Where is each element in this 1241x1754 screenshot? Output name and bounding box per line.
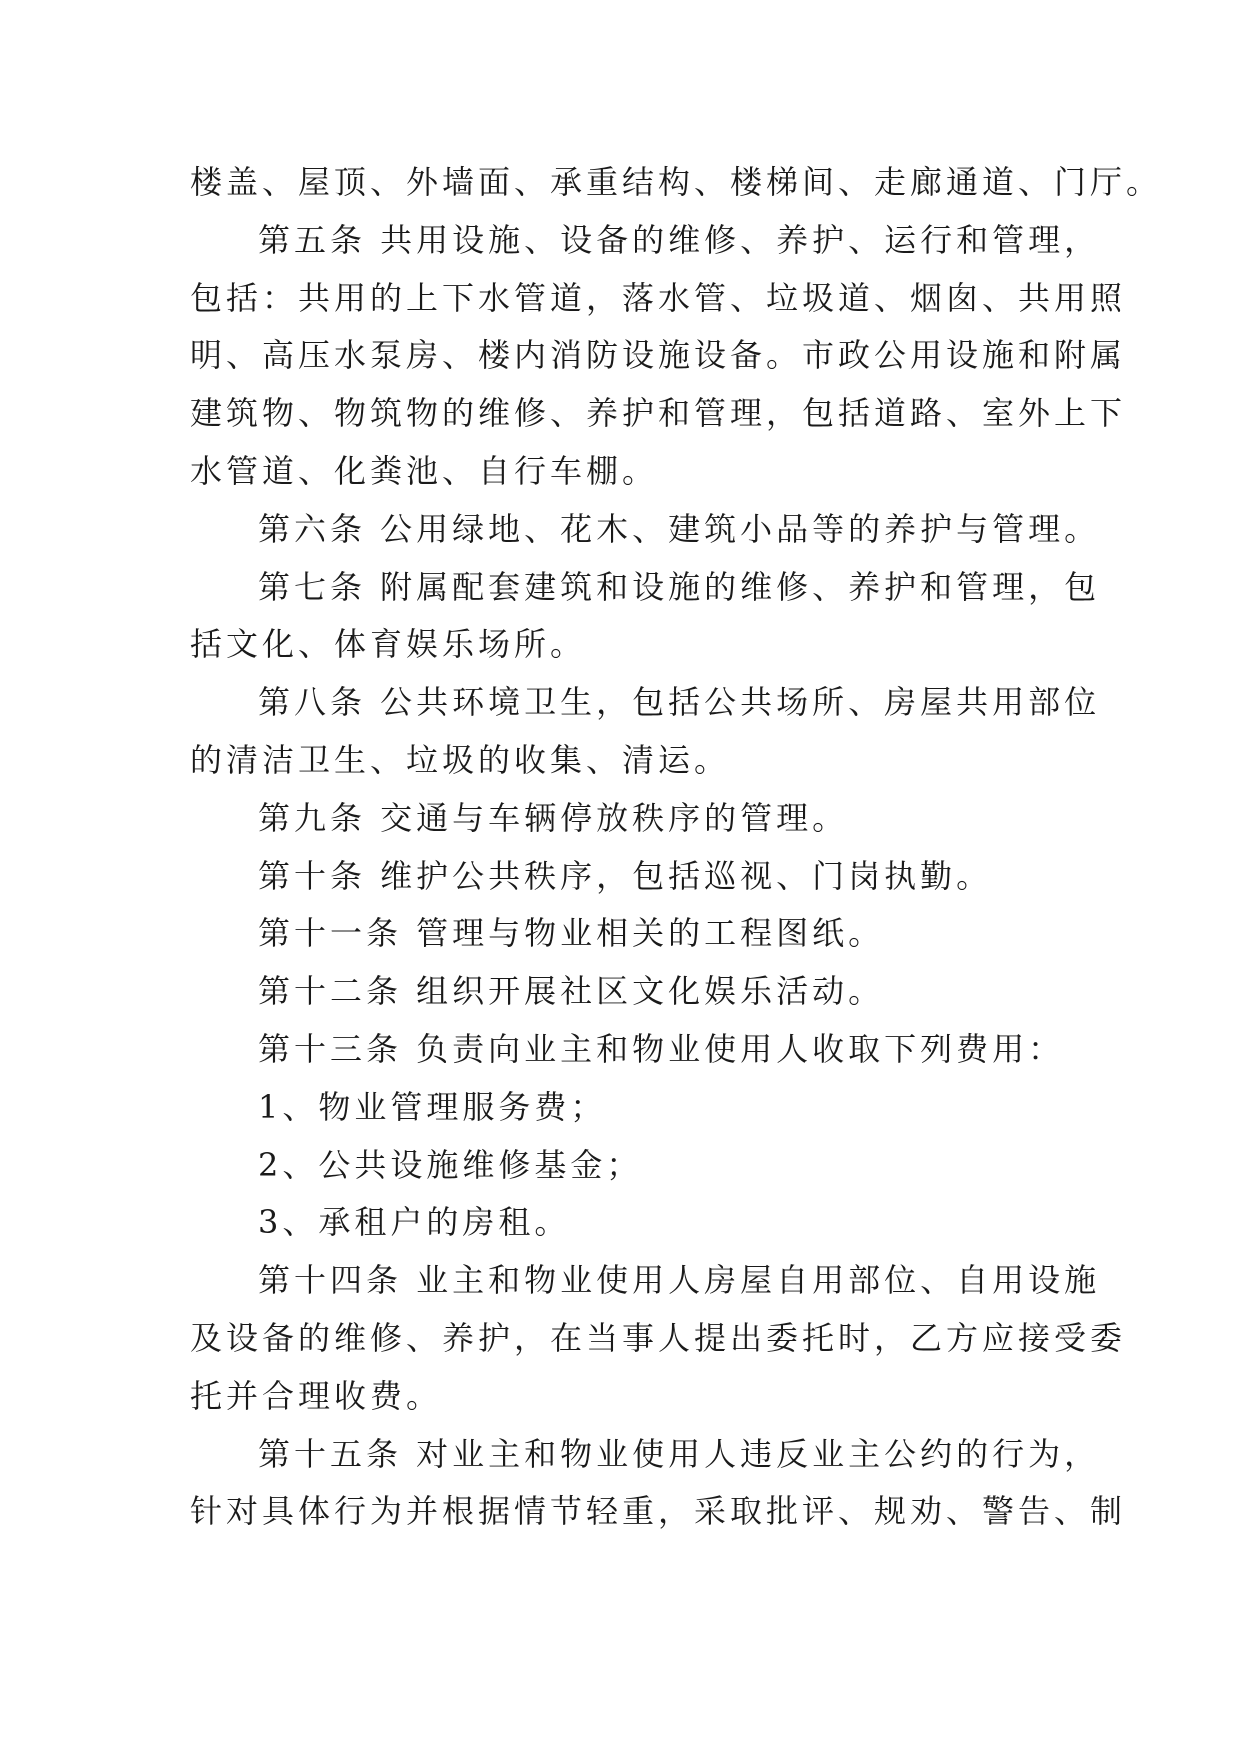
text-line: 第十一条 管理与物业相关的工程图纸。 xyxy=(258,914,885,953)
text-line: 第八条 公共环境卫生，包括公共场所、房屋共用部位 xyxy=(258,683,1101,722)
text-line: 托并合理收费。 xyxy=(190,1376,443,1415)
text-line: 第十五条 对业主和物业使用人违反业主公约的行为， xyxy=(258,1434,1101,1473)
text-line: 3、承租户的房租。 xyxy=(258,1203,571,1242)
text-line: 水管道、化粪池、自行车棚。 xyxy=(190,451,659,490)
text-line: 针对具体行为并根据情节轻重，采取批评、规劝、警告、制 xyxy=(190,1492,1127,1531)
text-line: 第九条 交通与车辆停放秩序的管理。 xyxy=(258,798,849,837)
text-line: 第六条 公用绿地、花木、建筑小品等的养护与管理。 xyxy=(258,509,1101,548)
text-line: 明、高压水泵房、楼内消防设施设备。市政公用设施和附属 xyxy=(190,336,1127,375)
text-line: 包括：共用的上下水管道，落水管、垃圾道、烟囱、共用照 xyxy=(190,278,1127,317)
text-line: 的清洁卫生、垃圾的收集、清运。 xyxy=(190,740,731,779)
text-line: 第五条 共用设施、设备的维修、养护、运行和管理， xyxy=(258,220,1101,259)
text-line: 第十条 维护公共秩序，包括巡视、门岗执勤。 xyxy=(258,856,993,895)
document-body xyxy=(190,154,1163,1541)
text-line: 2、公共设施维修基金； xyxy=(258,1145,643,1184)
text-line: 建筑物、物筑物的维修、养护和管理，包括道路、室外上下 xyxy=(190,394,1127,433)
text-line: 第十四条 业主和物业使用人房屋自用部位、自用设施 xyxy=(258,1261,1101,1300)
text-line: 第十二条 组织开展社区文化娱乐活动。 xyxy=(258,972,885,1011)
text-line: 第十三条 负责向业主和物业使用人收取下列费用： xyxy=(258,1029,1065,1068)
text-line: 楼盖、屋顶、外墙面、承重结构、楼梯间、走廊通道、门厅。 xyxy=(190,163,1163,201)
text-line: 1、物业管理服务费； xyxy=(258,1087,607,1126)
text-line: 及设备的维修、养护，在当事人提出委托时，乙方应接受委 xyxy=(190,1318,1127,1357)
text-line: 第七条 附属配套建筑和设施的维修、养护和管理，包 xyxy=(258,567,1101,606)
text-line: 括文化、体育娱乐场所。 xyxy=(190,625,587,664)
